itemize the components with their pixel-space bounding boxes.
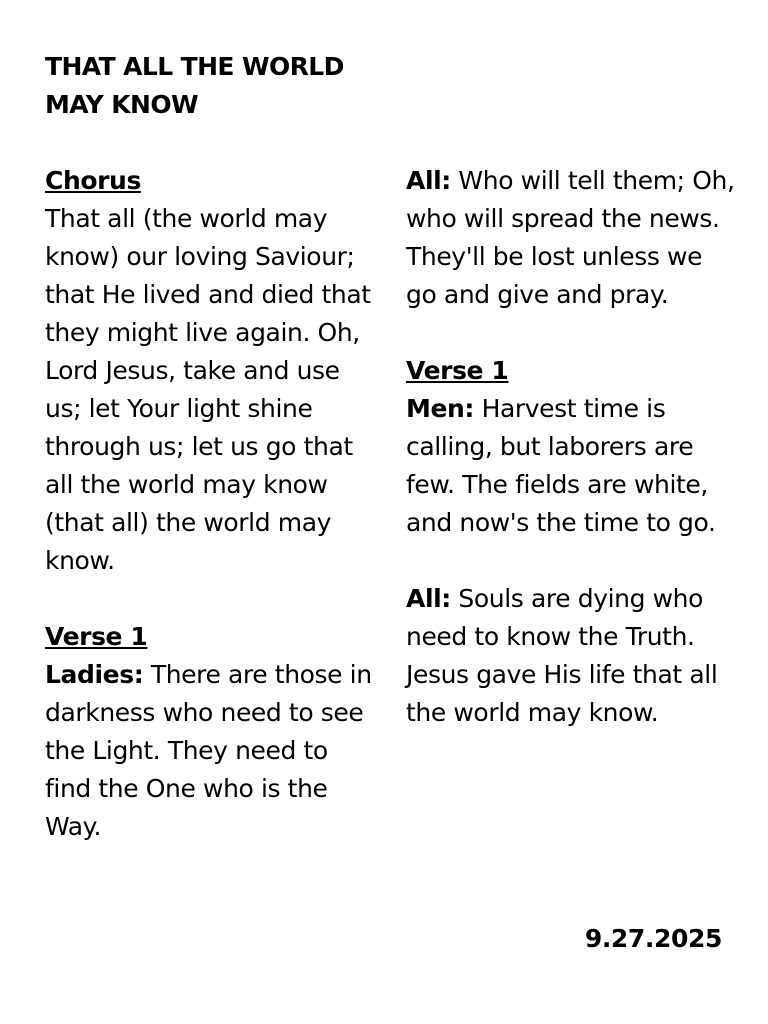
men-speaker-label: Men:	[406, 394, 475, 423]
ladies-speaker-label: Ladies:	[45, 660, 144, 689]
all-text-1: Who will tell them; Oh, who will spread the news. They'll be lost unless we go and give and pray.	[406, 166, 735, 309]
all-text-2: Souls are dying who need to know the Truth. Jesus gave His life that all the world may know.	[406, 584, 718, 727]
chorus-heading: Chorus	[45, 166, 141, 195]
all-speaker-label-1: All:	[406, 166, 451, 195]
chorus-text: That all (the world may know) our loving Saviour; that He lived and died that they might live again. Oh, Lord Jesus, take and use us; let Your light shine through us; let us go that all the world may know (that all) the world may know.	[45, 204, 371, 575]
all-block-1	[406, 162, 736, 314]
date-label: 9.27.2025	[584, 924, 722, 953]
verse1-men-block	[406, 352, 736, 542]
right-column	[406, 162, 736, 770]
ladies-verse-text: There are those in darkness who need to see the Light. They need to find the One who is the Way.	[45, 660, 372, 841]
all-speaker-label-2: All:	[406, 584, 451, 613]
verse1-heading-right: Verse 1	[406, 356, 509, 385]
all-block-2	[406, 580, 736, 732]
song-title-line-1: THAT ALL THE WORLD	[45, 52, 344, 81]
verse1-heading-left: Verse 1	[45, 622, 148, 651]
left-column	[45, 162, 375, 884]
chorus-block	[45, 162, 375, 580]
verse1-ladies-block	[45, 618, 375, 846]
men-verse-text: Harvest time is calling, but laborers are few. The fields are white, and now's the time to go.	[406, 394, 716, 537]
song-title	[45, 48, 365, 124]
song-title-line-2: MAY KNOW	[45, 90, 198, 119]
